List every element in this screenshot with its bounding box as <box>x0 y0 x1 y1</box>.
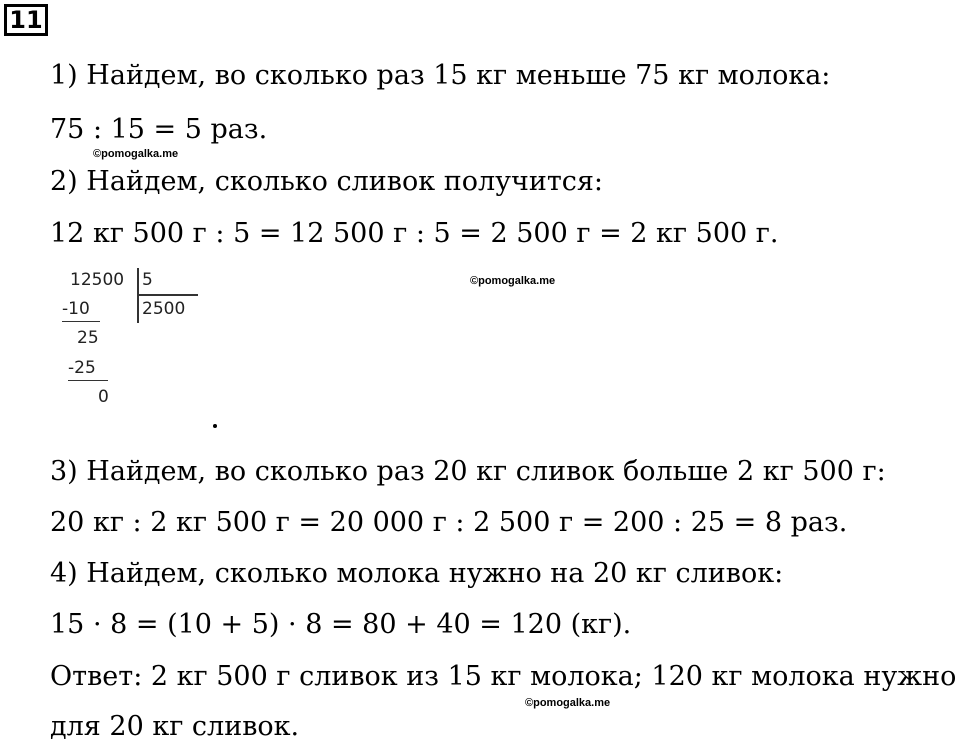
step-3-calculation: 20 кг : 2 кг 500 г = 20 000 г : 2 500 г = 200 : 25 = 8 раз. <box>50 507 848 538</box>
long-division-step: -25 <box>68 358 96 378</box>
long-division-step: -10 <box>62 299 90 319</box>
long-division-step: 0 <box>98 387 109 407</box>
step-2-heading: 2) Найдем, сколько сливок получится: <box>50 166 604 197</box>
step-underline <box>62 321 100 322</box>
long-division-quotient: 2500 <box>142 299 186 319</box>
step-4-calculation: 15 · 8 = (10 + 5) · 8 = 80 + 40 = 120 (кг). <box>50 609 632 640</box>
step-2-calculation: 12 кг 500 г : 5 = 12 500 г : 5 = 2 500 г = 2 кг 500 г. <box>50 218 779 249</box>
stray-dot <box>213 424 217 428</box>
step-1-calculation: 75 : 15 = 5 раз. <box>50 114 268 145</box>
answer-line-2: для 20 кг сливок. <box>50 711 300 742</box>
answer-line-1: Ответ: 2 кг 500 г сливок из 15 кг молока; 120 кг молока нужно <box>50 661 957 692</box>
step-1-heading: 1) Найдем, во сколько раз 15 кг меньше 75 кг молока: <box>50 60 831 91</box>
step-3-heading: 3) Найдем, во сколько раз 20 кг сливок больше 2 кг 500 г: <box>50 456 886 487</box>
watermark: ©pomogalka.me <box>525 697 611 709</box>
step-4-heading: 4) Найдем, сколько молока нужно на 20 кг сливок: <box>50 558 784 589</box>
division-horizontal-line <box>138 294 198 296</box>
watermark: ©pomogalka.me <box>93 148 179 160</box>
task-number-badge: 11 <box>4 4 48 36</box>
step-underline <box>68 380 108 381</box>
long-division-divisor: 5 <box>142 270 153 290</box>
long-division-step: 25 <box>77 328 99 348</box>
long-division-dividend: 12500 <box>70 270 125 290</box>
watermark: ©pomogalka.me <box>470 275 556 287</box>
